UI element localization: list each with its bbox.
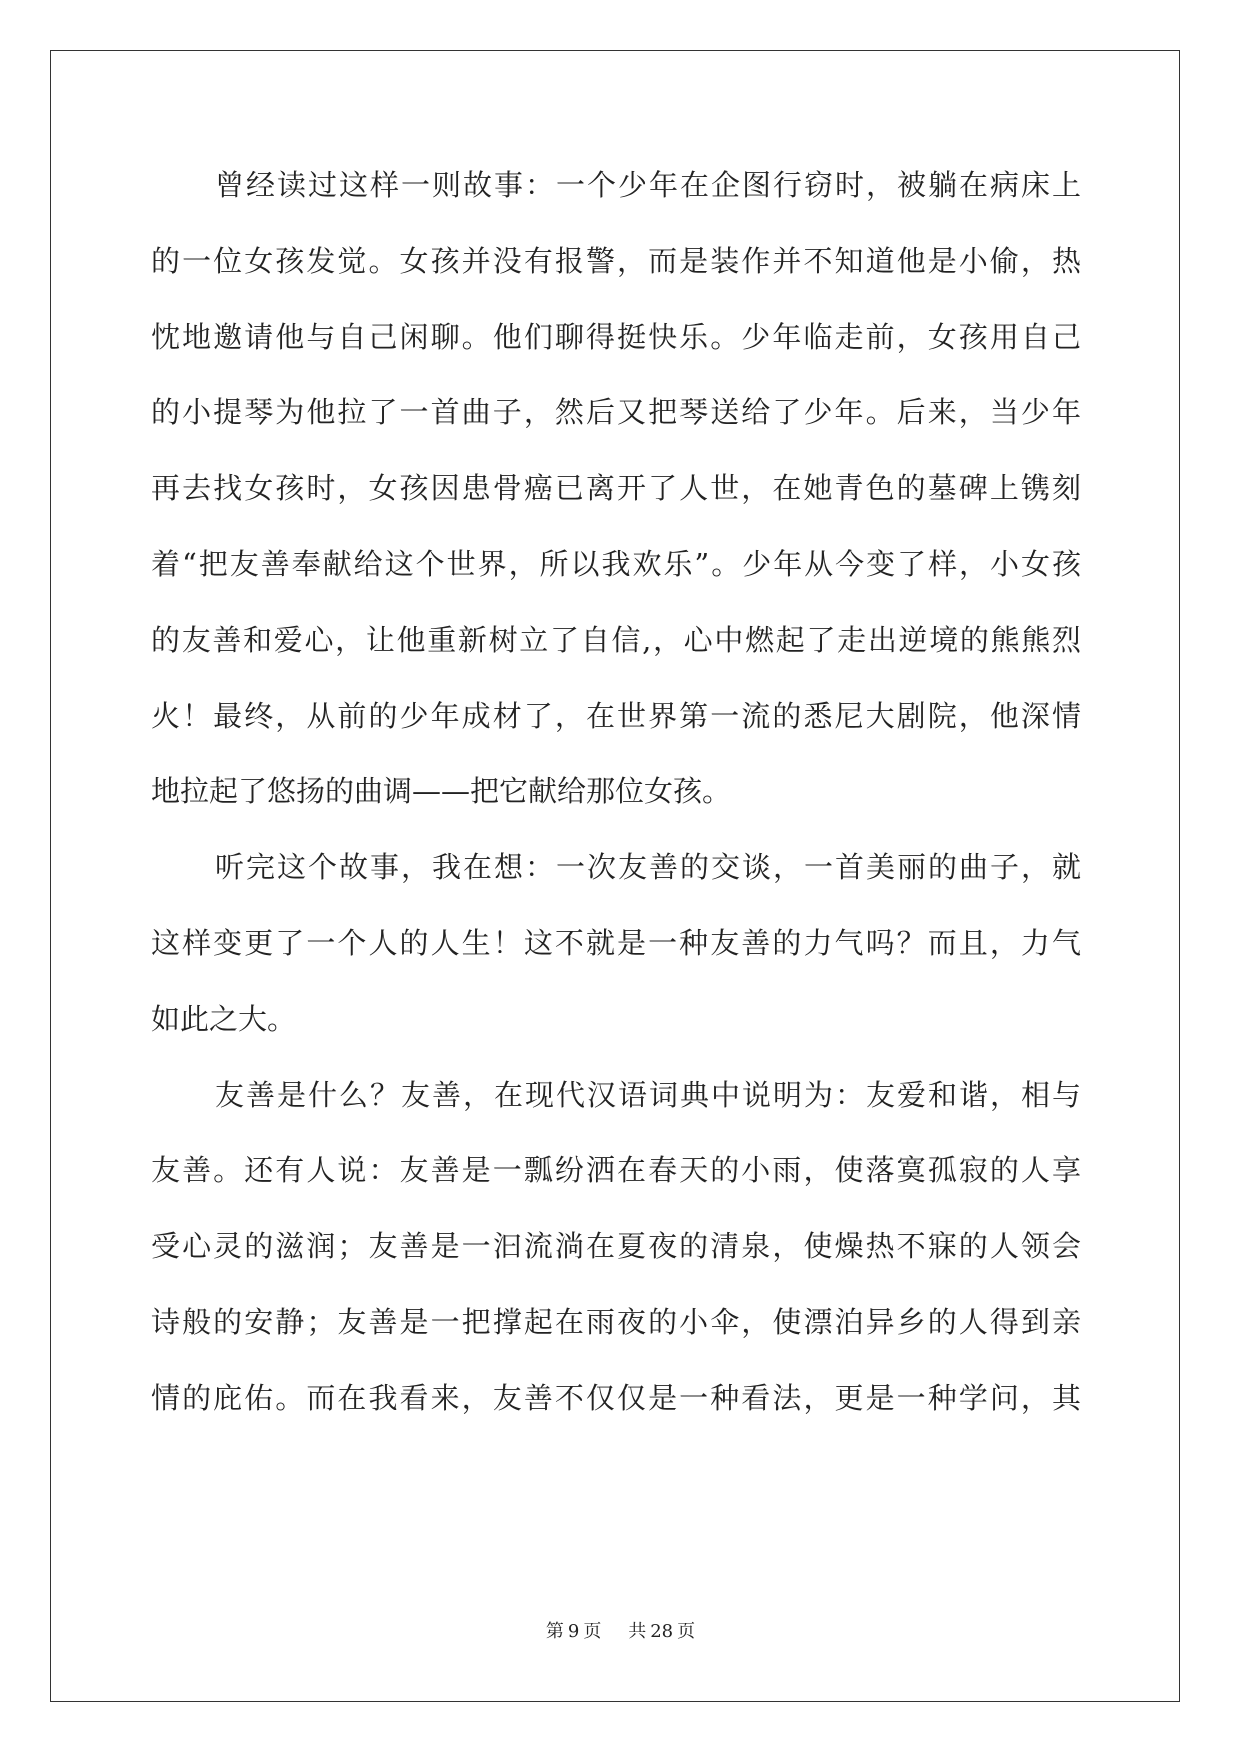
footer-page-suffix: 页 xyxy=(583,1621,602,1642)
footer-total-number: 28 xyxy=(650,1621,674,1642)
paragraph-1-line-6: 着“把友善奉献给这个世界，所以我欢乐”。少年从今变了样，小女孩 xyxy=(151,546,1081,581)
paragraph-1-line-7: 的友善和爱心，让他重新树立了自信,，心中燃起了走出逆境的熊熊烈 xyxy=(151,622,1081,657)
paragraph-1-line-2: 的一位女孩发觉。女孩并没有报警，而是装作并不知道他是小偷，热 xyxy=(151,243,1081,278)
paragraph-2-line-2: 这样变更了一个人的人生！这不就是一种友善的力气吗？而且，力气 xyxy=(151,925,1081,960)
footer-page-number: 9 xyxy=(567,1621,580,1642)
paragraph-1-line-5: 再去找女孩时，女孩因患骨癌已离开了人世，在她青色的墓碑上镌刻 xyxy=(151,471,1081,506)
paragraph-3-line-5: 情的庇佑。而在我看来，友善不仅仅是一种看法，更是一种学问，其 xyxy=(151,1380,1081,1415)
paragraph-2-line-3: 如此之大。 xyxy=(151,1001,297,1036)
paragraph-1-line-8: 火！最终，从前的少年成材了，在世界第一流的悉尼大剧院，他深情 xyxy=(151,698,1081,733)
footer-total-suffix: 页 xyxy=(677,1621,696,1642)
paragraph-3-line-1: 友善是什么？友善，在现代汉语词典中说明为：友爱和谐，相与 xyxy=(215,1077,1081,1112)
paragraph-1-line-9: 地拉起了悠扬的曲调——把它献给那位女孩。 xyxy=(151,774,732,809)
paragraph-2-line-1: 听完这个故事，我在想：一次友善的交谈，一首美丽的曲子，就 xyxy=(215,850,1081,885)
paragraph-1-line-4: 的小提琴为他拉了一首曲子，然后又把琴送给了少年。后来，当少年 xyxy=(151,395,1081,430)
paragraph-3-line-3: 受心灵的滋润；友善是一汩流淌在夏夜的清泉，使燥热不寐的人领会 xyxy=(151,1229,1081,1264)
paragraph-1-line-1: 曾经读过这样一则故事：一个少年在企图行窃时，被躺在病床上 xyxy=(215,168,1081,202)
paragraph-3-line-4: 诗般的安静；友善是一把撑起在雨夜的小伞，使漂泊异乡的人得到亲 xyxy=(151,1304,1081,1339)
footer-prefix: 第 xyxy=(545,1621,564,1642)
paragraph-3-line-2: 友善。还有人说：友善是一瓢纷洒在春天的小雨，使落寞孤寂的人享 xyxy=(151,1153,1081,1188)
paragraph-1-line-3: 忱地邀请他与自己闲聊。他们聊得挺快乐。少年临走前，女孩用自己 xyxy=(151,319,1081,354)
page-footer xyxy=(0,1617,1241,1643)
document-body xyxy=(151,148,1081,1437)
footer-total-prefix: 共 xyxy=(628,1621,647,1642)
